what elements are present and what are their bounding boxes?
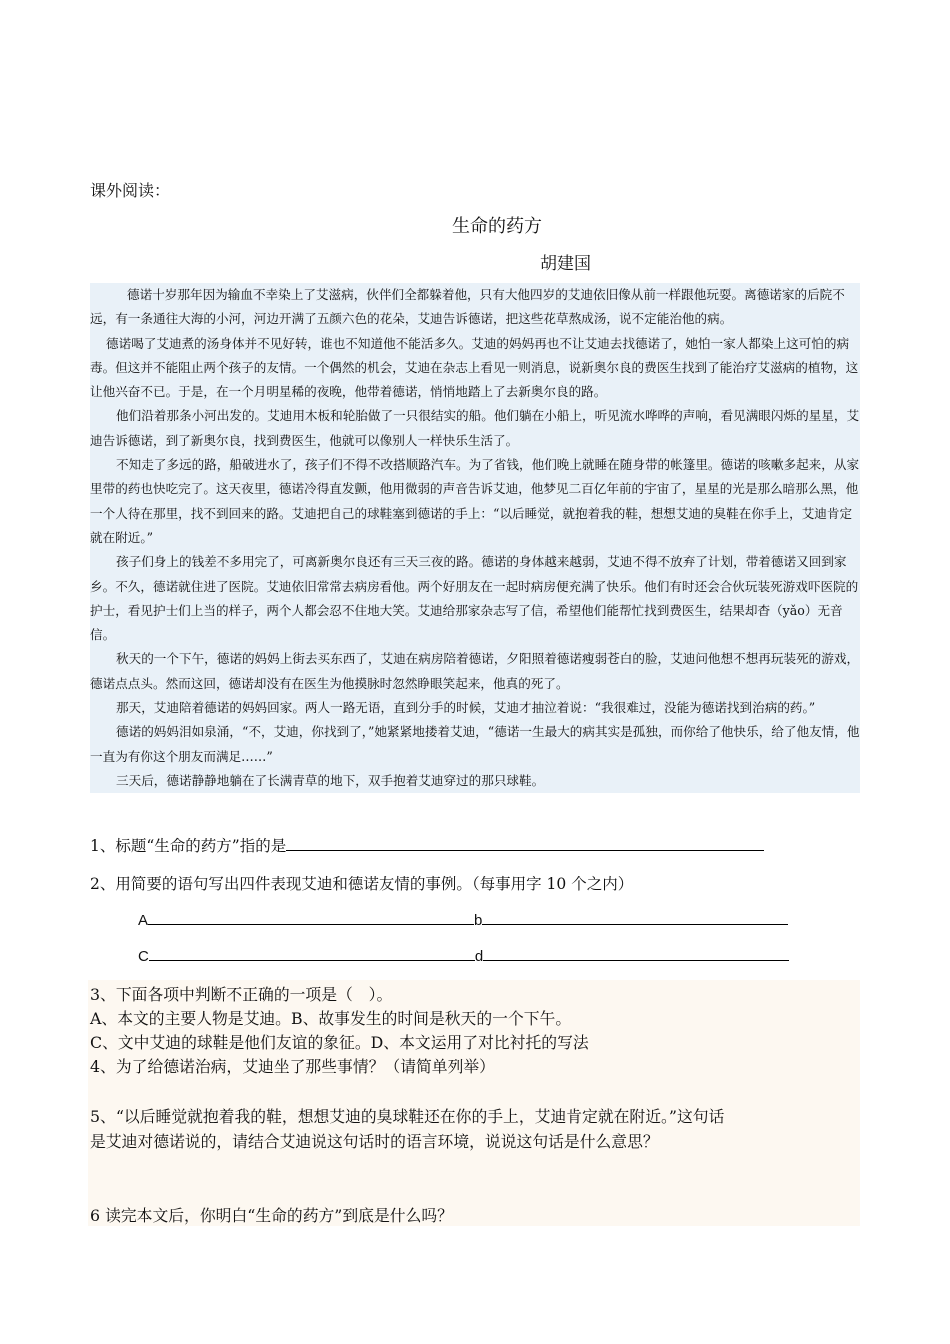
answer-row-cd xyxy=(138,944,789,965)
section-heading: 课外阅读： xyxy=(90,181,171,200)
article-paragraph-1: 德诺十岁那年因为输血不幸染上了艾滋病，伙伴们全都躲着他，只有大他四岁的艾迪依旧像从前一样跟他玩耍。离德诺家的后院不远，有一条通往大海的小河，河边开满了五颜六色的花朵，艾迪告诉德诺，把这些花草熬成汤，说不定能治他的病。 xyxy=(90,283,860,332)
question-1 xyxy=(90,834,764,857)
article-paragraph-6: 秋天的一个下午，德诺的妈妈上街去买东西了，艾迪在病房陪着德诺，夕阳照着德诺瘦弱苍白的脸，艾迪问他想不想再玩装死的游戏，德诺点点头。然而这回，德诺却没有在医生为他摸脉时忽然睁眼笑起来，他真的死了。 xyxy=(90,647,860,696)
answer-line-d[interactable] xyxy=(483,944,789,961)
answer-label-a: A xyxy=(138,912,149,929)
article-paragraph-7: 那天，艾迪陪着德诺的妈妈回家。两人一路无语，直到分手的时候，艾迪才抽泣着说：“我很难过，没能为德诺找到治病的药。” xyxy=(90,696,860,720)
article-paragraph-8: 德诺的妈妈泪如泉涌，“不，艾迪，你找到了，”她紧紧地搂着艾迪，“德诺一生最大的病其实是孤独，而你给了他快乐，给了他友情，他一直为有你这个朋友而满足……” xyxy=(90,720,860,769)
question-5-line-2: 是艾迪对德诺说的，请结合艾迪说这句话时的语言环境，说说这句话是什么意思？ xyxy=(90,1132,659,1151)
question-6: 6 读完本文后，你明白“生命的药方”到底是什么吗？ xyxy=(90,1206,453,1225)
article-body xyxy=(90,283,860,793)
question-1-answer-line[interactable] xyxy=(286,834,764,851)
question-3-options-ab: A、本文的主要人物是艾迪。B、故事发生的时间是秋天的一个下午。 xyxy=(90,1009,572,1028)
article-paragraph-9: 三天后，德诺静静地躺在了长满青草的地下，双手抱着艾迪穿过的那只球鞋。 xyxy=(90,769,860,793)
answer-line-b[interactable] xyxy=(482,908,788,925)
article-paragraph-4: 不知走了多远的路，船破进水了，孩子们不得不改搭顺路汽车。为了省钱，他们晚上就睡在随身带的帐篷里。德诺的咳嗽多起来，从家里带的药也快吃完了。这天夜里，德诺冷得直发颤，他用微弱的声音告诉艾迪，他梦见二百亿年前的宇宙了，星星的光是那么暗那么黑，他一个人待在那里，找不到回来的路。艾迪把自己的球鞋塞到德诺的手上：“以后睡觉，就抱着我的鞋，想想艾迪的臭鞋在你手上，艾迪肯定就在附近。” xyxy=(90,453,860,550)
question-3: 3、下面各项中判断不正确的一项是（ ）。 xyxy=(90,985,393,1004)
article-paragraph-3: 他们沿着那条小河出发的。艾迪用木板和轮胎做了一只很结实的船。他们躺在小船上，听见流水哗哗的声响，看见满眼闪烁的星星，艾迪告诉德诺，到了新奥尔良，找到费医生，他就可以像别人一样快乐生活了。 xyxy=(90,404,860,453)
answer-line-a[interactable] xyxy=(148,908,474,925)
article-paragraph-2: 德诺喝了艾迪煮的汤身体并不见好转，谁也不知道他不能活多久。艾迪的妈妈再也不让艾迪去找德诺了，她怕一家人都染上这可怕的病毒。但这并不能阻止两个孩子的友情。一个偶然的机会，艾迪在杂志上看见一则消息，说新奥尔良的费医生找到了能治疗艾滋病的植物，这让他兴奋不已。于是，在一个月明星稀的夜晚，他带着德诺，悄悄地踏上了去新奥尔良的路。 xyxy=(90,332,860,405)
answer-line-c[interactable] xyxy=(149,944,475,961)
article-title: 生命的药方 xyxy=(452,216,542,237)
article-paragraph-5: 孩子们身上的钱差不多用完了，可离新奥尔良还有三天三夜的路。德诺的身体越来越弱，艾迪不得不放弃了计划，带着德诺又回到家乡。不久，德诺就住进了医院。艾迪依旧常常去病房看他。两个好朋友在一起时病房便充满了快乐。他们有时还会合伙玩装死游戏吓医院的护士，看见护士们上当的样子，两个人都会忍不住地大笑。艾迪给那家杂志写了信，希望他们能帮忙找到费医生，结果却杳（yǎo）无音信。 xyxy=(90,550,860,647)
question-2: 2、用简要的语句写出四件表现艾迪和德诺友情的事例。（每事用字 10 个之内） xyxy=(90,875,634,893)
answer-row-ab xyxy=(138,908,788,929)
answer-label-b: b xyxy=(474,912,483,929)
question-4: 4、为了给德诺治病，艾迪坐了那些事情？（请简单列举） xyxy=(90,1057,495,1076)
question-1-text: 1、标题“生命的药方”指的是 xyxy=(90,837,287,855)
question-3-options-cd: C、文中艾迪的球鞋是他们友谊的象征。D、本文运用了对比衬托的写法 xyxy=(90,1033,589,1052)
answer-label-c: C xyxy=(138,948,149,965)
article-author: 胡建国 xyxy=(540,254,591,274)
question-5-line-1: 5、“以后睡觉就抱着我的鞋，想想艾迪的臭球鞋还在你的手上，艾迪肯定就在附近。”这句话 xyxy=(90,1107,725,1126)
answer-label-d: d xyxy=(474,948,484,965)
